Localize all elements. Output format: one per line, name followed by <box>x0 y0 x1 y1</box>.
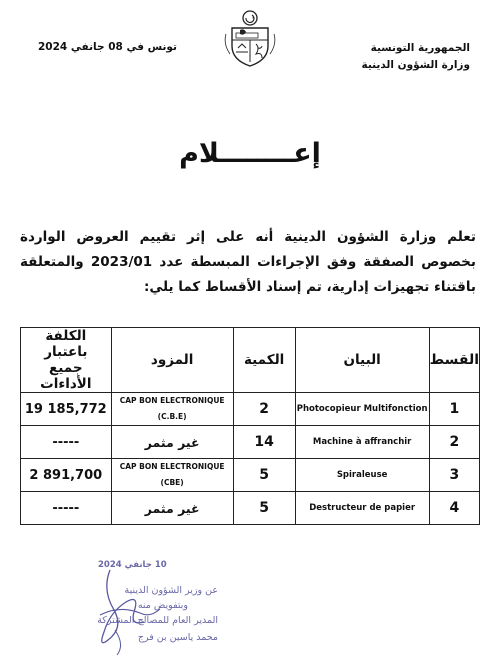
header-lot: القسط <box>429 328 479 393</box>
supplier <box>111 459 233 492</box>
table-row <box>21 393 480 426</box>
stamp-line-delegation: وبتفويض منه <box>137 600 188 611</box>
lot-number: 1 <box>429 393 479 426</box>
stamp-date: 10 جانفي 2024 <box>98 560 167 570</box>
handwritten-signature <box>40 560 190 660</box>
header-cost: الكلفة باعتبار جميع الأداءات <box>21 328 112 393</box>
stamp-line-director: المدير العام للمصالح المشتركة <box>97 615 218 626</box>
document-title: إعــــــــلام <box>179 138 321 169</box>
header-item: البيان <box>295 328 429 393</box>
supplier-unfruitful: غير مثمر <box>144 500 200 516</box>
table-row <box>21 426 480 459</box>
place-date: تونس في 08 جانفي 2024 <box>38 41 177 53</box>
stamp-line-name: محمد ياسين بن فرج <box>137 632 218 643</box>
coat-of-arms-icon <box>218 8 282 70</box>
cost: 19 185,772 <box>21 393 112 426</box>
supplier-abbrev: (C.B.E) <box>157 412 187 421</box>
header-qty: الكمية <box>233 328 295 393</box>
table-row <box>21 459 480 492</box>
lot-number: 2 <box>429 426 479 459</box>
cost: ----- <box>21 426 112 459</box>
cost: ----- <box>21 492 112 525</box>
quantity: 5 <box>233 459 295 492</box>
item-name: Destructeur de papier <box>295 492 429 525</box>
supplier <box>111 492 233 525</box>
table-header-row <box>21 328 480 393</box>
stamp-line-minister: عن وزير الشؤون الدينية <box>124 585 218 596</box>
item-name: Machine à affranchir <box>295 426 429 459</box>
quantity: 2 <box>233 393 295 426</box>
supplier-unfruitful: غير مثمر <box>144 434 200 450</box>
cost: 2 891,700 <box>21 459 112 492</box>
item-name: Photocopieur Multifonction <box>295 393 429 426</box>
supplier-name: CAP BON ELECTRONIQUE <box>119 462 225 471</box>
issuer-block <box>361 40 470 74</box>
quantity: 5 <box>233 492 295 525</box>
country-name: الجمهورية التونسية <box>370 42 470 54</box>
ministry-name: وزارة الشؤون الدينية <box>361 59 470 71</box>
item-name: Spiraleuse <box>295 459 429 492</box>
quantity: 14 <box>233 426 295 459</box>
header-supplier: المزود <box>111 328 233 393</box>
lots-table <box>20 327 480 525</box>
table-row <box>21 492 480 525</box>
announcement-text: تعلم وزارة الشؤون الدينية أنه على إثر تقييم العروض الواردة بخصوص الصفقة وفق الإجراءات المبسطة عدد 2023/01 والمتعلقة باقتناء تجهيزات إدارية، تم إسناد الأقساط كما يلي: <box>20 229 476 295</box>
supplier-name: CAP BON ELECTRONIQUE <box>119 396 225 405</box>
lot-number: 3 <box>429 459 479 492</box>
lot-number: 4 <box>429 492 479 525</box>
supplier-abbrev: (CBE) <box>160 478 184 487</box>
supplier <box>111 426 233 459</box>
supplier <box>111 393 233 426</box>
